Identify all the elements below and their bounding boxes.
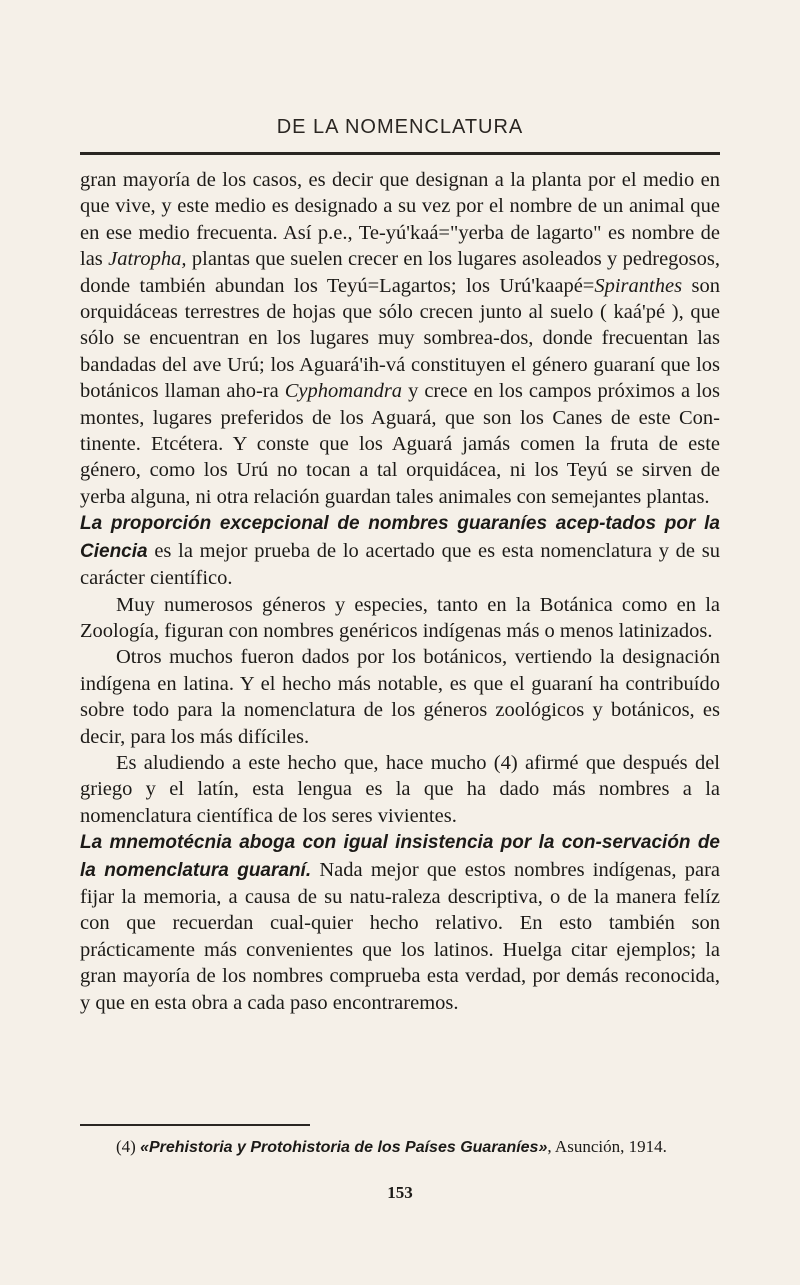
italic-term-jatropha: Jatropha, <box>108 248 187 271</box>
paragraph-4: Otros muchos fueron dados por los botánicos, vertiendo la designación indígena en latina. Y el hecho más notable, es que el guaraní ha contribuído sobre todo para la nomenclatura de los géneros zoológicos y botánicos, es decir, para los más difíciles. <box>80 646 720 748</box>
paragraph-5: Es aludiendo a este hecho que, hace mucho (4) afirmé que después del griego y el latín, esta lengua es la que ha dado más nombres a la nomenclatura científica de los seres vivientes. <box>80 751 720 827</box>
paragraph-2: La proporción excepcional de nombres guaraníes acep-tados por la Ciencia es la mejor prueba de lo acertado que es esta nomenclatura y de su carácter científico. <box>80 513 720 590</box>
body-text <box>80 167 720 1016</box>
italic-term-spiranthes: Spiranthes <box>594 274 683 297</box>
header-rule <box>80 152 720 155</box>
paragraph-3: Muy numerosos géneros y especies, tanto en la Botánica como en la Zoología, figuran con nombres genéricos indígenas más o menos latinizados. <box>80 593 720 642</box>
paragraph-6-lead: La mnemotécnia aboga con igual insistencia por la con-servación de la nomenclatura guaraní. <box>80 832 720 881</box>
footnote: (4) «Prehistoria y Protohistoria de los Países Guaraníes», Asunción, 1914. <box>116 1137 667 1156</box>
running-head: DE LA NOMENCLATURA <box>276 116 524 138</box>
paragraph-6: La mnemotécnia aboga con igual insistencia por la con-servación de la nomenclatura guaraní. Nada mejor que estos nombres indígenas, para fijar la memoria, a causa de su natu-raleza descriptiva, o de la manera felíz con que recuerdan cual-quier hecho relativo. En esto también son prácticamente más convenientes que los latinos. Huelga citar ejemplos; la gran mayoría de los nombres comprueba esta verdad, por demás reconocida, y que en esta obra a cada paso encontraremos. <box>80 832 720 1014</box>
italic-term-cyphomandra: Cyphomandra <box>284 380 403 403</box>
footnote-title: «Prehistoria y Protohistoria de los Países Guaraníes» <box>140 1139 548 1156</box>
paragraph-2-lead: La proporción excepcional de nombres guaraníes acep-tados por la Ciencia <box>80 513 720 562</box>
footnote-rule <box>80 1124 310 1126</box>
paragraph-1: gran mayoría de los casos, es decir que designan a la planta por el medio en que vive, y este medio es designado a su vez por el nombre de un animal que en ese medio frecuenta. Así p.e., Te-yú'kaá="yerba de lagarto" es nombre de las Jatropha, plantas que suelen crecer en los lugares asoleados y pedregosos, donde también abundan los Teyú=Lagartos; los Urú'kaapé=Spiranthes son orquidáceas terrestres de hojas que sólo crecen junto al suelo ( kaá'pé ), que sólo se encuentran en los lugares muy sombrea-dos, donde frecuentan las bandadas del ave Urú; los Aguará'ih-vá constituyen el género guaraní que los botánicos llaman aho-ra Cyphomandra y crece en los campos próximos a los montes, lugares preferidos de los Aguará, que son los Canes de este Con-tinente. Etcétera. Y conste que los Aguará jamás comen la fruta de este género, como los Urú no tocan a tal orquidácea, ni los Teyú se sirven de yerba alguna, ni otra relación guardan tales animales con semejantes plantas. <box>80 169 720 508</box>
footnote-marker: (4) <box>116 1137 141 1156</box>
page-number: 153 <box>387 1183 413 1202</box>
